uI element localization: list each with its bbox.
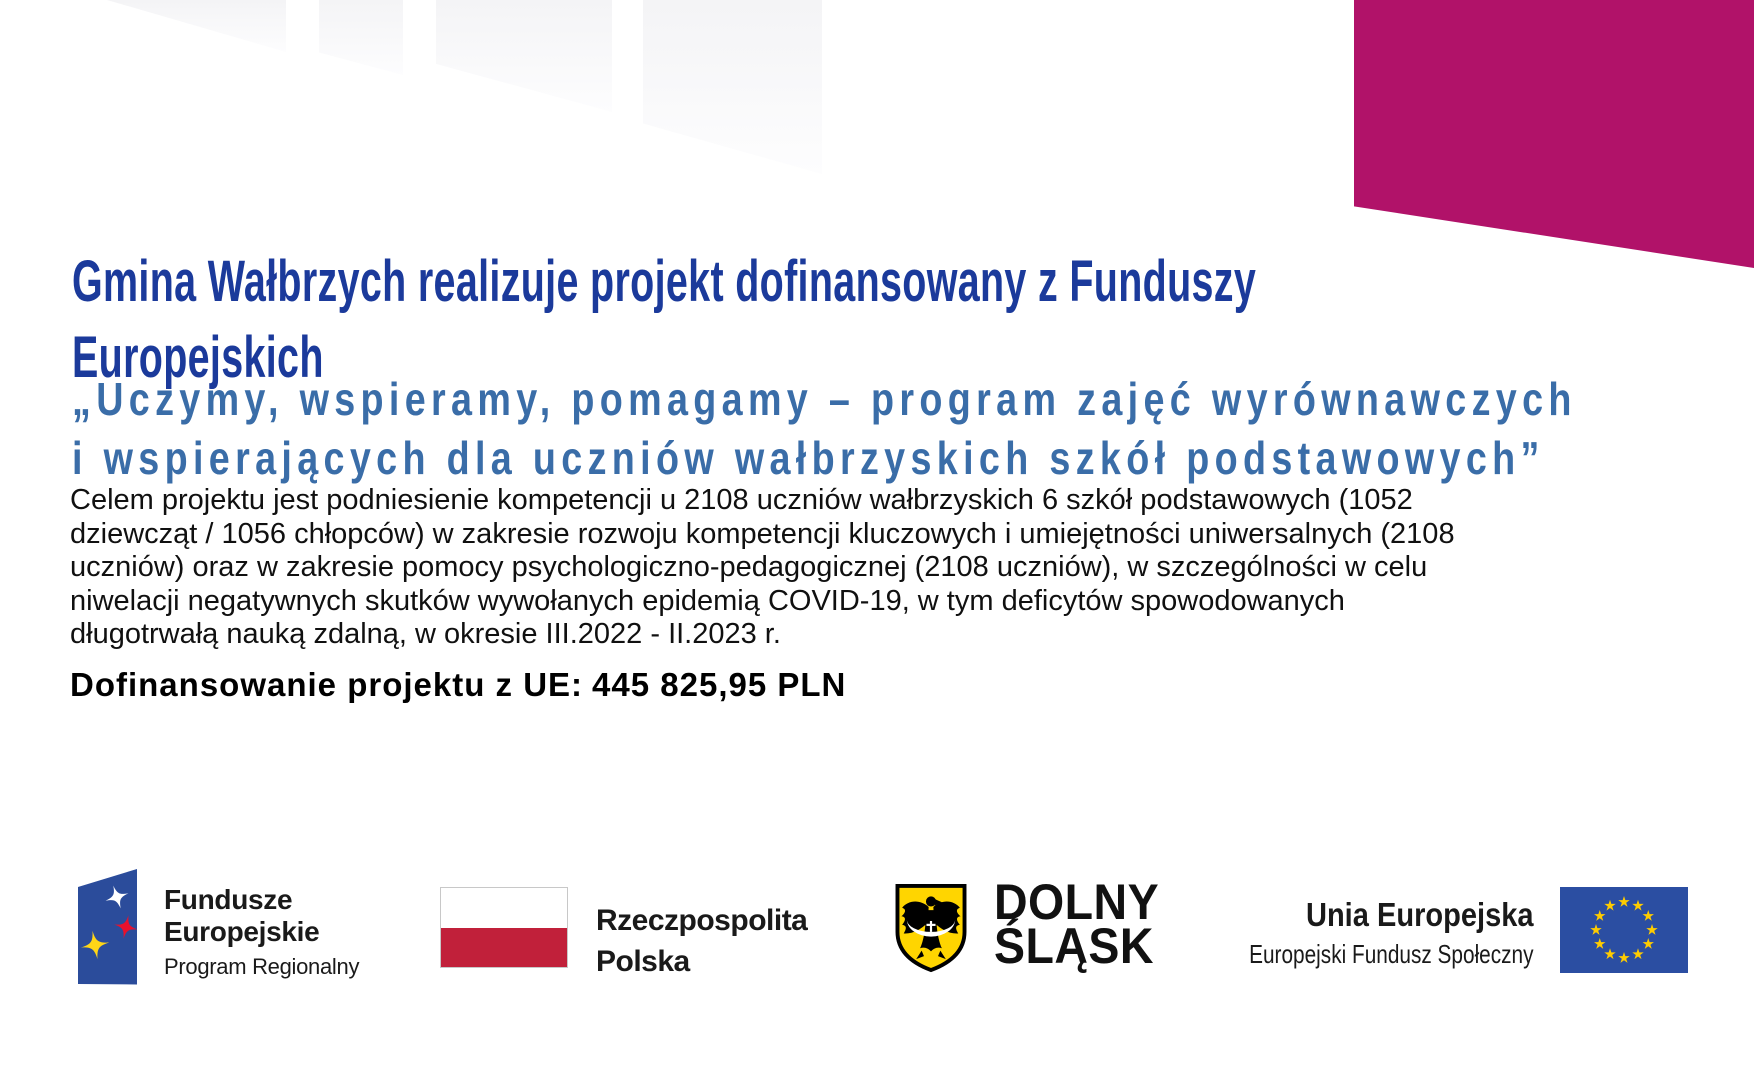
background-wedge-3 — [436, 0, 612, 112]
funding-value: 445 825,95 PLN — [592, 666, 847, 703]
fundusze-europejskie-flag-icon — [78, 869, 137, 985]
ds-label-line-1: DOLNY — [994, 874, 1160, 930]
dolny-slask-label — [994, 874, 1172, 974]
background-wedge-4 — [643, 0, 822, 174]
fe-name-line-1: Fundusze — [164, 884, 293, 915]
eu-label-line-2: Europejski Fundusz Społeczny — [1249, 939, 1534, 969]
poland-flag-icon — [440, 887, 568, 968]
project-description — [70, 484, 1455, 652]
background-wedge-1 — [107, 0, 286, 52]
silesia-eagle-crest-icon — [892, 882, 970, 974]
page-title-line-2: Europejskich — [72, 325, 324, 390]
description-line-3: uczniów) oraz w zakresie pomocy psychologiczno-pedagogicznej (2108 uczniów), w szczególności w celu — [70, 551, 1428, 584]
description-line-5: długotrwałą nauką zdalną, w okresie III.2022 - II.2023 r. — [70, 618, 781, 651]
fundusze-europejskie-label — [164, 884, 359, 980]
funding-amount-line — [70, 666, 846, 704]
project-title — [72, 370, 1754, 488]
funding-label: Dofinansowanie projektu z UE: — [70, 666, 584, 703]
eu-flag-icon — [1560, 887, 1688, 973]
project-title-line-2: i wspierających dla uczniów wałbrzyskich szkół podstawowych” — [72, 432, 1545, 484]
eu-label-line-1: Unia Europejska — [1306, 896, 1534, 933]
page-title-line-1: Gmina Wałbrzych realizuje projekt dofinansowany z Funduszy — [72, 249, 1257, 314]
fe-name-line-2: Europejskie — [164, 916, 320, 947]
ds-label-line-2: ŚLĄSK — [994, 918, 1154, 974]
magenta-corner-shape — [1354, 0, 1754, 268]
description-line-1: Celem projektu jest podniesienie kompetencji u 2108 uczniów wałbrzyskich 6 szkół podstawowych (1052 — [70, 484, 1413, 516]
poland-flag-red-stripe — [441, 928, 567, 968]
background-wedge-2 — [319, 0, 403, 75]
rzeczpospolita-polska-label — [596, 900, 807, 982]
description-line-2: dziewcząt / 1056 chłopców) w zakresie rozwoju kompetencji kluczowych i umiejętności uniwersalnych (2108 — [70, 517, 1455, 550]
project-title-line-1: „Uczymy, wspieramy, pomagamy – program zajęć wyrównawczych — [72, 373, 1577, 425]
unia-europejska-label — [1178, 896, 1534, 969]
description-line-4: niwelacji negatywnych skutków wywołanych epidemią COVID-19, w tym deficytów spowodowanych — [70, 584, 1345, 617]
pl-label-line-2: Polska — [596, 945, 690, 978]
pl-label-line-1: Rzeczpospolita — [596, 904, 808, 937]
fe-program-label: Program Regionalny — [164, 954, 360, 979]
